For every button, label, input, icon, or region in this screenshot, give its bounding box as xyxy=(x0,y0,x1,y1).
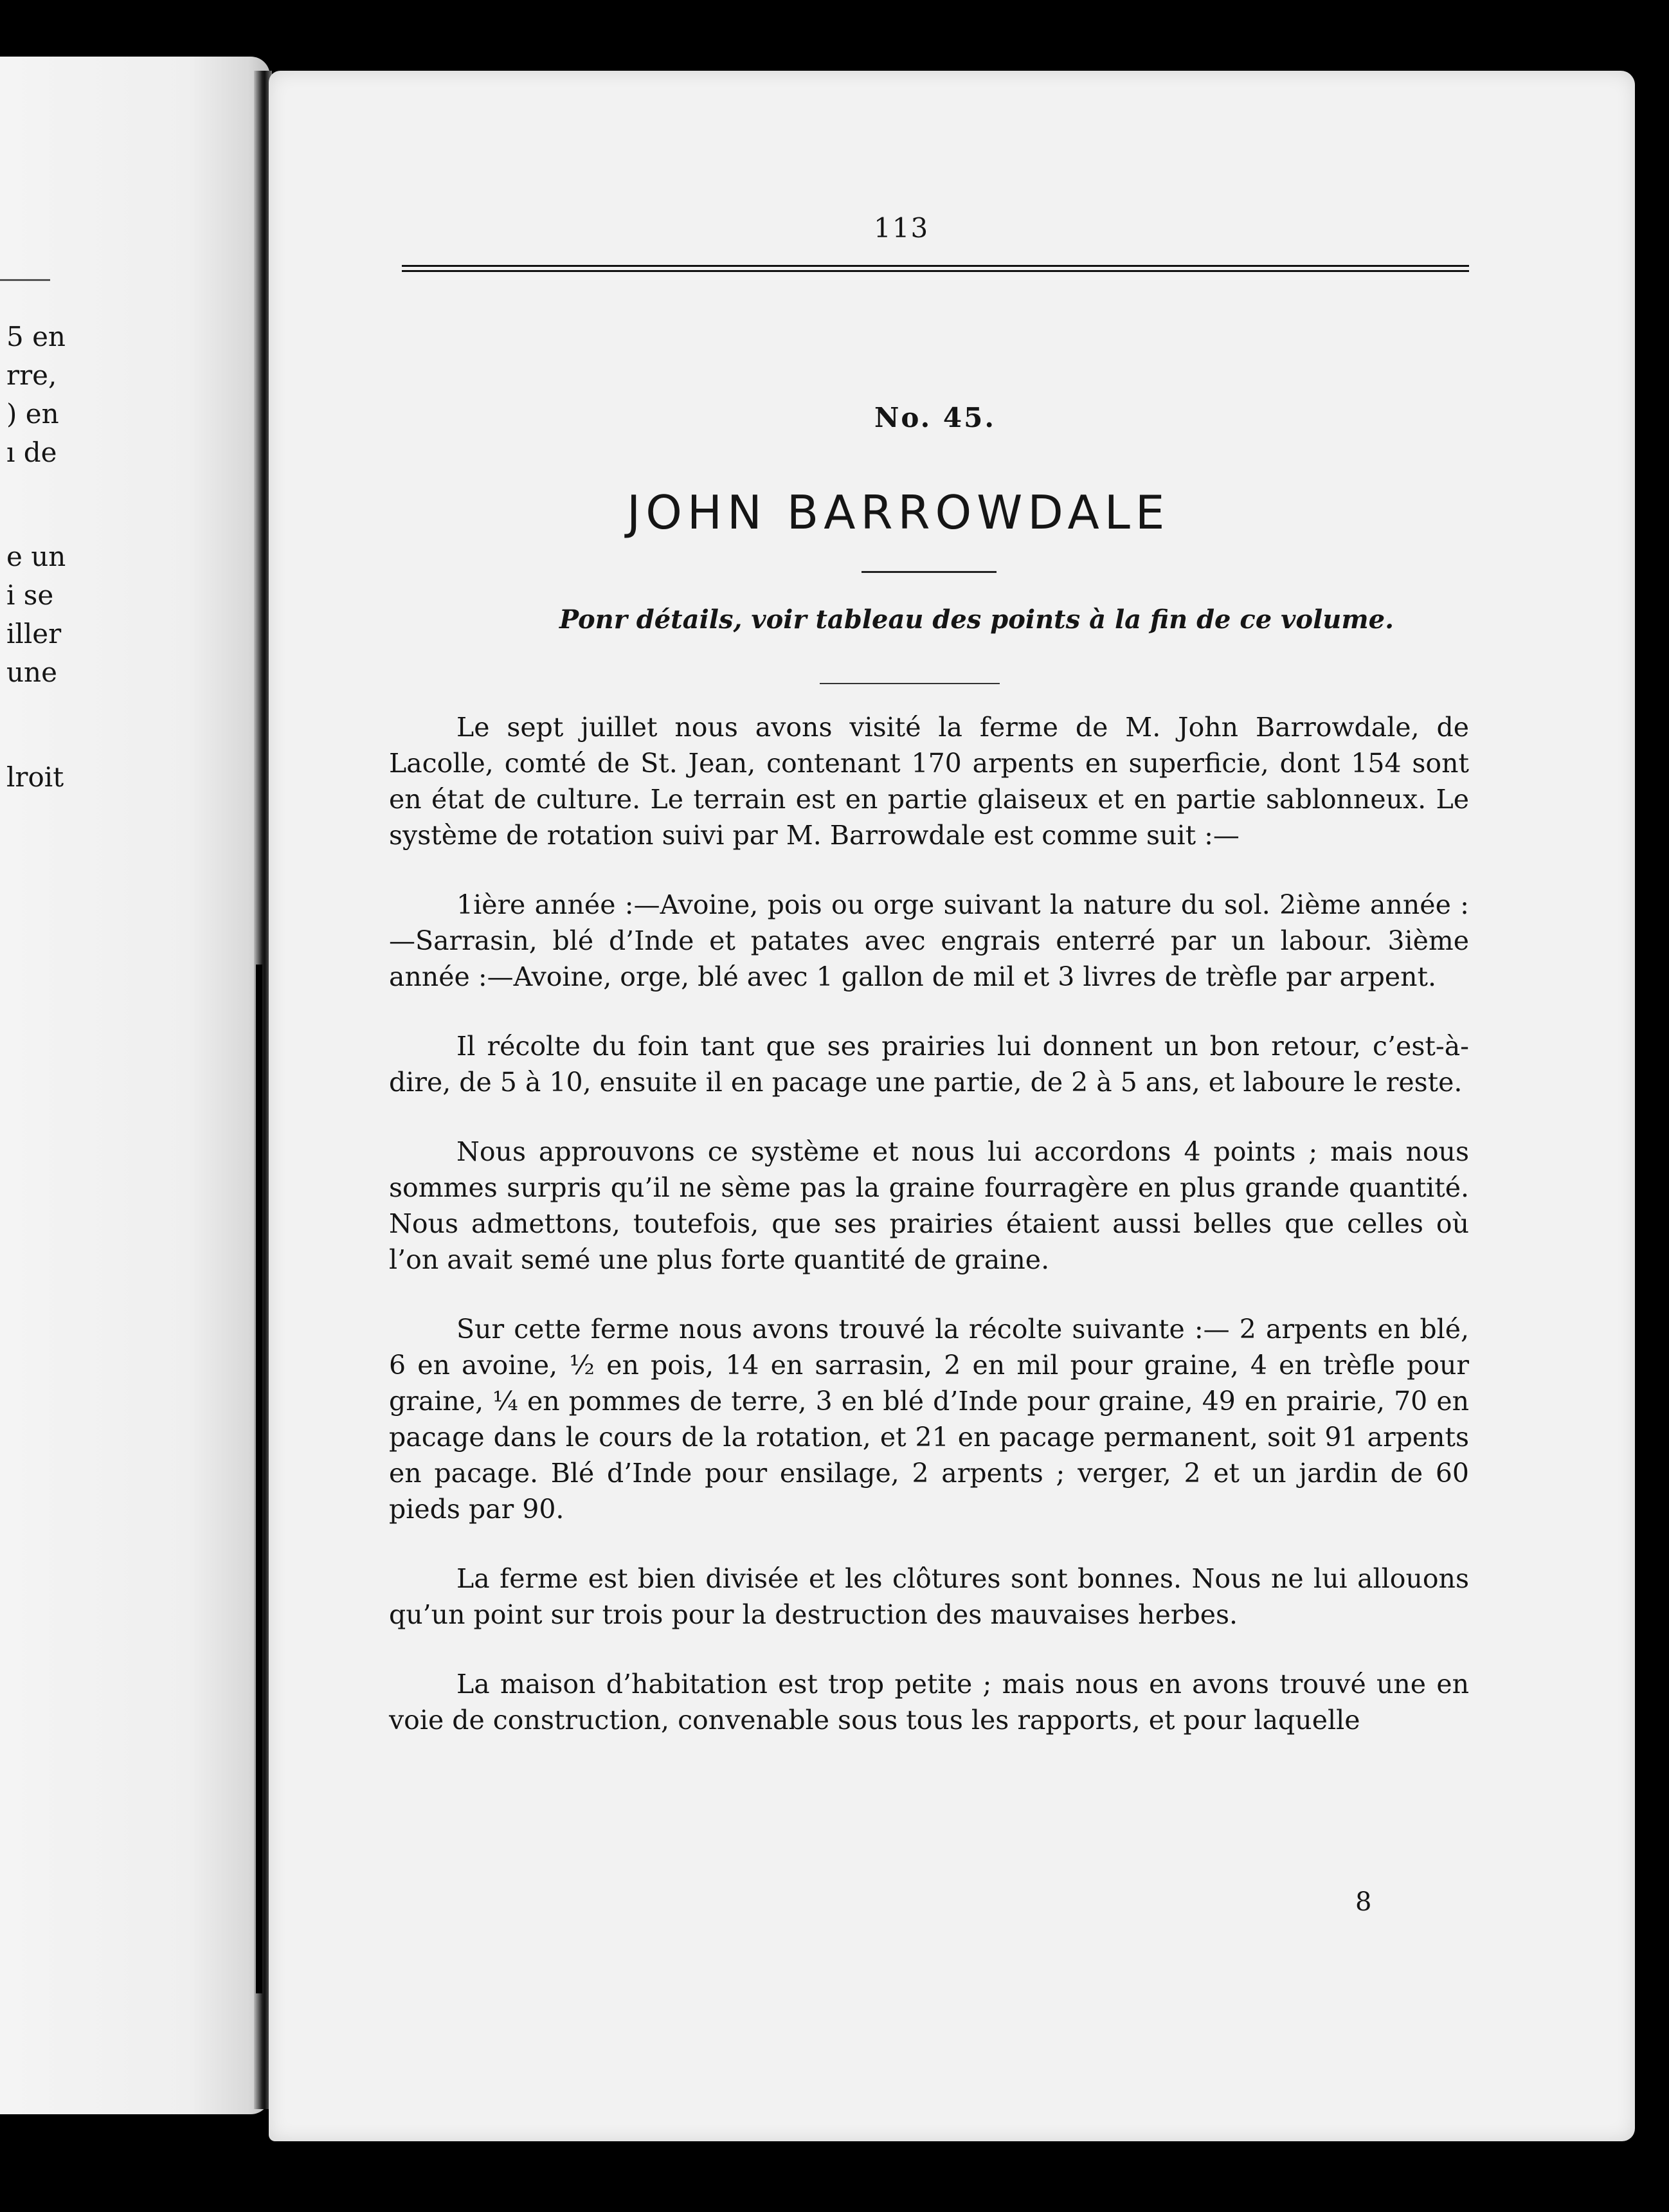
paragraph: La maison d’habitation est trop petite ; mais nous en avons trouvé une en voie de construction, convenable sous tous les rapports, et pour laquelle xyxy=(389,1669,1469,1736)
header-double-rule xyxy=(402,265,1469,272)
paragraph: Sur cette ferme nous avons trouvé la récolte suivante :— 2 arpents en blé, 6 en avoine, ½ en pois, 14 en sarrasin, 2 en mil pour graine, 4 en trèfle pour graine, ¼ en pommes de terre, 3 en blé d’Inde pour graine, 49 en prairie, 70 en pacage dans le cours de la rotation, et 21 en pacage permanent, soit 91 arpents en pacage. Blé d’Inde pour ensilage, 2 arpents ; verger, 2 et un jardin de 60 pieds par 90. xyxy=(389,1314,1469,1525)
left-line: rre, xyxy=(6,359,57,391)
left-line: iller xyxy=(6,618,62,649)
left-line: e un xyxy=(6,541,66,572)
paragraph: Il récolte du foin tant que ses prairies lui donnent un bon retour, c’est-à-dire, de 5 à 10, ensuite il en pacage une partie, de 2 à 5 ans, et laboure le reste. xyxy=(389,1031,1469,1098)
binding-shadow xyxy=(256,965,262,1993)
left-line: 5 en xyxy=(6,321,66,352)
paragraph: Le sept juillet nous avons visité la ferme de M. John Barrowdale, de Lacolle, comté de St. Jean, contenant 170 arpents en superficie, dont 154 sont en état de culture. Le terrain est en partie glaiseux et en partie sablonneux. Le système de rotation suivi par M. Barrowdale est comme suit :— xyxy=(389,712,1469,851)
farmer-name-heading: JOHN BARROWDALE xyxy=(627,485,1170,539)
paragraph: 1ière année :—Avoine, pois ou orge suivant la nature du sol. 2ième année :—Sarrasin, blé d’Inde et patates avec engrais enterré par un labour. 3ième année :—Avoine, orge, blé avec 1 gallon de mil et 3 livres de trèfle par arpent. xyxy=(389,889,1469,992)
signature-mark: 8 xyxy=(1355,1887,1372,1917)
page-number: 113 xyxy=(874,212,930,244)
paragraph: La ferme est bien divisée et les clôtures sont bonnes. Nous ne lui allouons qu’un point sur trois pour la destruction des mauvaises herbes. xyxy=(389,1563,1469,1630)
left-line: ı de xyxy=(6,437,57,468)
left-line: ) en xyxy=(6,398,59,430)
details-note: Ponr détails, voir tableau des points à la fin de ce volume. xyxy=(559,604,1394,635)
title-rule xyxy=(862,571,997,573)
left-line: une xyxy=(6,657,57,688)
left-page-fragment xyxy=(0,57,270,2114)
paragraph: Nous approuvons ce système et nous lui accordons 4 points ; mais nous sommes surpris qu’il ne sème pas la graine fourragère en plus grande quantité. Nous admettons, toutefois, que ses prairies étaient aussi belles que celles où l’on avait semé une plus forte quantité de graine. xyxy=(389,1136,1469,1275)
left-line: i se xyxy=(6,579,54,611)
left-page-rule xyxy=(0,279,50,281)
entry-number: No. 45. xyxy=(874,402,996,433)
details-rule xyxy=(820,683,1000,684)
left-line: lroit xyxy=(6,761,64,793)
body-text xyxy=(389,709,1469,1772)
